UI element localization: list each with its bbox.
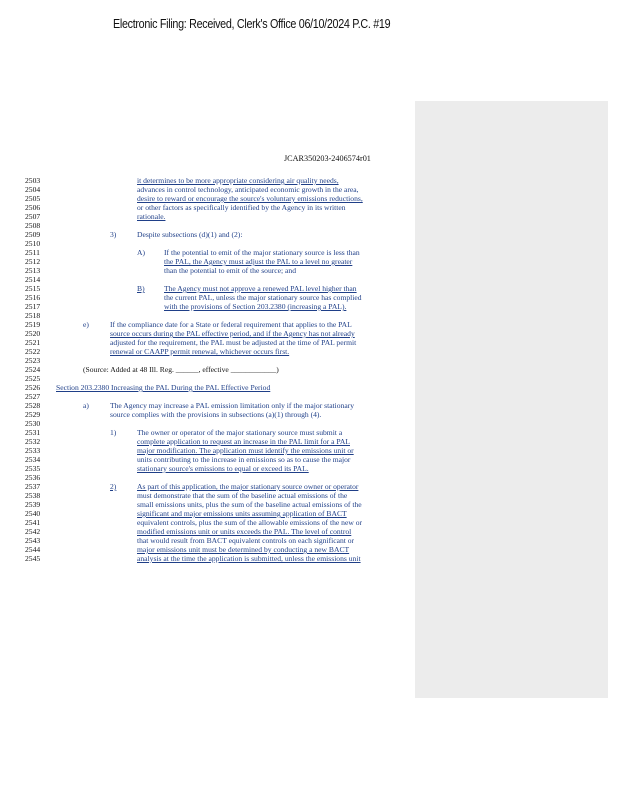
line-text: The Agency may increase a PAL emission limitation only if the major stationary xyxy=(110,401,355,410)
subsection-label: a) xyxy=(83,401,89,410)
document-line xyxy=(0,356,618,365)
document-line xyxy=(0,491,618,500)
line-number: 2536 xyxy=(25,473,41,482)
line-number: 2543 xyxy=(25,536,41,545)
document-line xyxy=(0,176,618,185)
line-text: major emissions unit must be determined by conducting a new BACT xyxy=(137,545,350,554)
line-text: renewal or CAAPP permit renewal, whichever occurs first. xyxy=(110,347,290,356)
document-line xyxy=(0,275,618,284)
line-number: 2512 xyxy=(25,257,41,266)
line-text: adjusted for the requirement, the PAL must be adjusted at the time of PAL permit xyxy=(110,338,357,347)
line-number: 2539 xyxy=(25,500,41,509)
line-text: major modification. The application must identify the emissions unit or xyxy=(137,446,354,455)
document-line xyxy=(0,482,618,491)
line-text: that would result from BACT equivalent controls on each significant or xyxy=(137,536,355,545)
document-id: JCAR350203-2406574r01 xyxy=(284,154,371,163)
line-number: 2507 xyxy=(25,212,41,221)
line-text: stationary source's emissions to equal or exceed its PAL. xyxy=(137,464,309,473)
line-number: 2506 xyxy=(25,203,41,212)
line-number: 2538 xyxy=(25,491,41,500)
line-text: complete application to request an increase in the PAL limit for a PAL xyxy=(137,437,350,446)
document-line xyxy=(0,320,618,329)
document-line xyxy=(0,338,618,347)
line-text: advances in control technology, anticipated economic growth in the area, xyxy=(137,185,359,194)
line-number: 2534 xyxy=(25,455,41,464)
line-number: 2510 xyxy=(25,239,41,248)
document-line xyxy=(0,221,618,230)
line-text: the current PAL, unless the major stationary source has complied xyxy=(164,293,362,302)
line-text: with the provisions of Section 203.2380 (increasing a PAL). xyxy=(164,302,347,311)
document-line xyxy=(0,392,618,401)
line-number: 2527 xyxy=(25,392,41,401)
line-number: 2544 xyxy=(25,545,41,554)
document-line xyxy=(0,194,618,203)
document-line xyxy=(0,437,618,446)
line-number: 2525 xyxy=(25,374,41,383)
document-line xyxy=(0,203,618,212)
line-number: 2535 xyxy=(25,464,41,473)
document-line xyxy=(0,446,618,455)
line-number: 2541 xyxy=(25,518,41,527)
line-number: 2519 xyxy=(25,320,41,329)
line-number: 2521 xyxy=(25,338,41,347)
document-line xyxy=(0,347,618,356)
document-line xyxy=(0,365,618,374)
line-text: (Source: Added at 48 Ill. Reg. ______, effective ____________) xyxy=(83,365,279,374)
document-line xyxy=(0,239,618,248)
subsection-label: e) xyxy=(83,320,89,329)
line-text: units contributing to the increase in emissions so as to cause the major xyxy=(137,455,351,464)
document-line xyxy=(0,266,618,275)
line-number: 2503 xyxy=(25,176,41,185)
line-number: 2513 xyxy=(25,266,41,275)
line-number: 2528 xyxy=(25,401,41,410)
line-number: 2532 xyxy=(25,437,41,446)
document-line xyxy=(0,401,618,410)
document-line xyxy=(0,284,618,293)
document-line xyxy=(0,509,618,518)
line-text: than the potential to emit of the source; and xyxy=(164,266,297,275)
document-line xyxy=(0,536,618,545)
line-number: 2520 xyxy=(25,329,41,338)
document-line xyxy=(0,545,618,554)
subsection-label: B) xyxy=(137,284,145,293)
line-text: rationale. xyxy=(137,212,166,221)
line-text: equivalent controls, plus the sum of the allowable emissions of the new or xyxy=(137,518,363,527)
line-text: or other factors as specifically identified by the Agency in its written xyxy=(137,203,346,212)
document-line xyxy=(0,383,618,392)
document-line xyxy=(0,230,618,239)
line-text: the PAL, the Agency must adjust the PAL to a level no greater xyxy=(164,257,353,266)
line-number: 2504 xyxy=(25,185,41,194)
document-line xyxy=(0,455,618,464)
line-number: 2517 xyxy=(25,302,41,311)
document-line xyxy=(0,464,618,473)
document-line xyxy=(0,293,618,302)
line-number: 2514 xyxy=(25,275,41,284)
line-number: 2526 xyxy=(25,383,41,392)
document-line xyxy=(0,302,618,311)
subsection-label: 3) xyxy=(110,230,117,239)
line-text: desire to reward or encourage the source's voluntary emissions reductions, xyxy=(137,194,363,203)
document-line xyxy=(0,527,618,536)
line-text: small emissions units, plus the sum of the baseline actual emissions of the xyxy=(137,500,362,509)
document-line xyxy=(0,473,618,482)
line-text: analysis at the time the application is submitted, unless the emissions unit xyxy=(137,554,361,563)
line-number: 2505 xyxy=(25,194,41,203)
document-line xyxy=(0,374,618,383)
line-number: 2511 xyxy=(25,248,40,257)
line-text: significant and major emissions units assuming application of BACT xyxy=(137,509,347,518)
line-number: 2530 xyxy=(25,419,41,428)
subsection-label: 1) xyxy=(110,428,117,437)
line-text: The owner or operator of the major stationary source must submit a xyxy=(137,428,343,437)
document-line xyxy=(0,554,618,563)
document-line xyxy=(0,185,618,194)
line-number: 2545 xyxy=(25,554,41,563)
subsection-label: 2) xyxy=(110,482,117,491)
line-number: 2522 xyxy=(25,347,41,356)
line-number: 2531 xyxy=(25,428,41,437)
line-number: 2542 xyxy=(25,527,41,536)
subsection-label: A) xyxy=(137,248,146,257)
line-number: 2516 xyxy=(25,293,41,302)
line-number: 2529 xyxy=(25,410,41,419)
line-number: 2524 xyxy=(25,365,41,374)
line-number: 2509 xyxy=(25,230,41,239)
document-line xyxy=(0,428,618,437)
document-line xyxy=(0,248,618,257)
line-number: 2515 xyxy=(25,284,41,293)
document-line xyxy=(0,500,618,509)
line-number: 2523 xyxy=(25,356,41,365)
document-line xyxy=(0,212,618,221)
document-line xyxy=(0,518,618,527)
line-number: 2508 xyxy=(25,221,41,230)
line-number: 2540 xyxy=(25,509,41,518)
document-line xyxy=(0,419,618,428)
line-text: If the compliance date for a State or federal requirement that applies to the PAL xyxy=(110,320,352,329)
line-text: must demonstrate that the sum of the baseline actual emissions of the xyxy=(137,491,348,500)
line-number: 2537 xyxy=(25,482,41,491)
document-line xyxy=(0,257,618,266)
line-text: Despite subsections (d)(1) and (2): xyxy=(137,230,243,239)
line-text: Section 203.2380 Increasing the PAL During the PAL Effective Period xyxy=(56,383,271,392)
line-text: As part of this application, the major stationary source owner or operator xyxy=(137,482,359,491)
line-number: 2533 xyxy=(25,446,41,455)
document-line xyxy=(0,329,618,338)
document-line xyxy=(0,410,618,419)
line-text: source occurs during the PAL effective period, and if the Agency has not already xyxy=(110,329,355,338)
line-text: source complies with the provisions in subsections (a)(1) through (4). xyxy=(110,410,322,419)
line-text: modified emissions unit or units exceeds the PAL. The level of control xyxy=(137,527,352,536)
filing-stamp: Electronic Filing: Received, Clerk's Office 06/10/2024 P.C. #19 xyxy=(113,17,391,31)
line-text: If the potential to emit of the major stationary source is less than xyxy=(164,248,360,257)
line-number: 2518 xyxy=(25,311,41,320)
line-text: The Agency must not approve a renewed PAL level higher than xyxy=(164,284,357,293)
document-line xyxy=(0,311,618,320)
line-text: it determines to be more appropriate considering air quality needs, xyxy=(137,176,339,185)
